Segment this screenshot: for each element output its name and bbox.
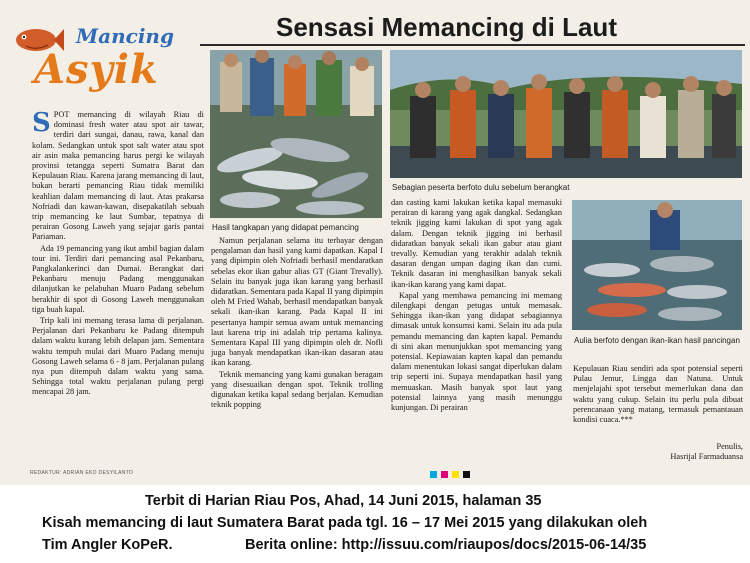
black-swatch <box>463 471 470 478</box>
article-column-2 <box>211 236 383 465</box>
paragraph: Kepulauan Riau sendiri ada spot potensial seperti Pulau Jemur, Lingga dan Natuna. Untuk menjelajahi spot tersebut memerlukan dana dan waktu yang cukup. Selain itu perlu pula dibuat perencanaan yang matang, termasuk pemantauan kondisi cuaca.*** <box>573 364 743 425</box>
article-column-3 <box>391 198 562 465</box>
logo-word-mancing: Mancing <box>76 24 174 48</box>
footer-online-link[interactable]: Berita online: http://issuu.com/riaupos/docs/2015-06-14/35 <box>245 537 647 553</box>
paragraph: dan casting kami lakukan ketika kapal memasuki perairan di karang yang agak dangkal. Sedangkan teknik jigging kami lakukan di spot yang agak dalam. Dengan teknik jigging ini berhasil didaratkan banyak sekali ikan gabur atau giant trevally. Kemudian yang terakhir adalah teknik dasaran dengan umpan daging ikan dan cumi. Teknik dasaran ini menghasilkan banyak sekali ikan-ikan karang yang kami dapat. <box>391 198 562 289</box>
logo-word-asyik: Asyik <box>34 46 159 93</box>
footer-line-1: Terbit di Harian Riau Pos, Ahad, 14 Juni 2015, halaman 35 <box>145 493 542 509</box>
article-column-4 <box>573 364 743 442</box>
signoff-label: Penulis, <box>716 442 743 451</box>
headline: Sensasi Memancing di Laut <box>276 12 617 42</box>
aulia-fish-image <box>572 200 742 330</box>
photo-caption: Sebagian peserta berfoto dulu sebelum berangkat <box>392 183 570 192</box>
photo-caption: Hasil tangkapan yang didapat pemancing <box>212 223 359 232</box>
article-column-1 <box>32 110 204 465</box>
author-signoff <box>573 442 743 462</box>
yellow-swatch <box>452 471 459 478</box>
footer-line-2: Kisah memancing di laut Sumatera Barat pada tgl. 16 – 17 Mei 2015 yang dilakukan oleh <box>42 515 648 531</box>
paragraph: Trip kali ini memang terasa lama di perjalanan. Perjalanan dari Pekanbaru ke Padang ditempuh dalam waktu kurang lebih delapan jam. Sementara waktu tempuh mulai dari Muaro Padang menuju Gosong Laweh selama 6 - 8 jam. Perjalanan pulang nya pun ditempuh dalam waktu yang sama. Sehingga total waktu perjalanan pulang pergi mencapai 28 jam. <box>32 316 204 397</box>
drop-cap: S <box>32 110 51 138</box>
photo-aulia <box>572 200 742 330</box>
paragraph: Ada 19 pemancing yang ikut ambil bagian dalam tour ini. Terdiri dari pemancing asal Pekanbaru, Pangkalankerinci dan Dumai. Berangkat dari Pekanbaru menuju Padang menggunakan dilanjutkan ke pelabuhan Muaro Padang sebelum berakhir di spot di Gosong Laweh menggunakan tiga buah kapal. <box>32 243 204 314</box>
photo-group <box>390 50 742 178</box>
mancing-asyik-logo <box>4 8 200 104</box>
paragraph: Namun perjalanan selama itu terbayar dengan pengalaman dan hasil yang kami dapatkan. Kapal I yang dipimpin oleh Nofriadi berhasil mendaratkan sebelas ekor ikan gabur alias GT (Giant Trevally). Selain itu banyak juga ikan karang yang berhasil didaratkan. Sementara pada Kapal II yang dipimpin oleh M Fried Wahab, berhasil mendapatkan banyak sekali ikan-ikan karang. Pada Kapal II ini pesertanya hampir semua awam untuk memancing laut karena trip ini adalah trip pertama kalinya. Sementara Kapal III yang dipimpin oleh dr. Nofli juga banyak mendapatkan ikan-ikan dasaran atau ikan karang. <box>211 236 383 368</box>
paragraph: Kapal yang membawa pemancing ini memang dilengkapi dengan petugas untuk memasak. Sehingga ikan-ikan yang didapat sebagiannya dimasak untuk konsumsi kami. Selain itu ada pula pemandu memancing dan kapten kapal. Pemandu di sini akan menunjukkan spot memancing yang potensial. Kepiawaian kapten kapal dan pemandu dalam menentukan lokasi sangat diperlukan dalam trip seperti ini. Supaya mendapatkan hasil yang memuaskan. Masih banyak spot laut yang potensial lainnya yang masih menunggu kunjungan. Di perairan <box>391 290 562 413</box>
cyan-swatch <box>430 471 437 478</box>
group-photo-image <box>390 50 742 178</box>
photo-caption: Aulia berfoto dengan ikan-ikan hasil pancingan <box>574 336 740 345</box>
headline-rule <box>200 44 745 46</box>
photo-fish-catch <box>210 50 382 218</box>
footer-team: Tim Angler KoPeR. <box>42 537 173 553</box>
editor-credit: REDAKTUR: ADRIAN EKO DESYILANTO <box>30 470 134 476</box>
magenta-swatch <box>441 471 448 478</box>
paragraph: Teknik memancing yang kami gunakan beragam yang disesuaikan dengan spot. Teknik trolling digunakan ketika kapal sedang berjalan. Kemudian teknik popping <box>211 369 383 410</box>
author-name: Hasrijal Farmaduansa <box>670 452 743 461</box>
fish-catch-image <box>210 50 382 218</box>
paragraph: POT memancing di wilayah Riau di dominasi fresh water atau spot air tawar, terdiri dari sungai, danau, rawa, kanal dan kolam. Sedangkan untuk spot salt water atau spot air asin maka pemancing harus pergi ke wilayah provinsi tetangga seperti Sumatra Barat dan Kepulauan Riau. Karena jarang memancing di laut, bukan berarti pemancing Riau tidak memiliki keahlian dalam memancing di laut. Atas prakarsa Nofriadi dan kawan-kawan, disepakatilah sebuah trip memancing ke laut Sumbar, tepatnya di perairan Gosong Laweh yang sejajar garis pantai Pariaman. <box>32 110 204 242</box>
print-color-swatches <box>430 471 470 478</box>
